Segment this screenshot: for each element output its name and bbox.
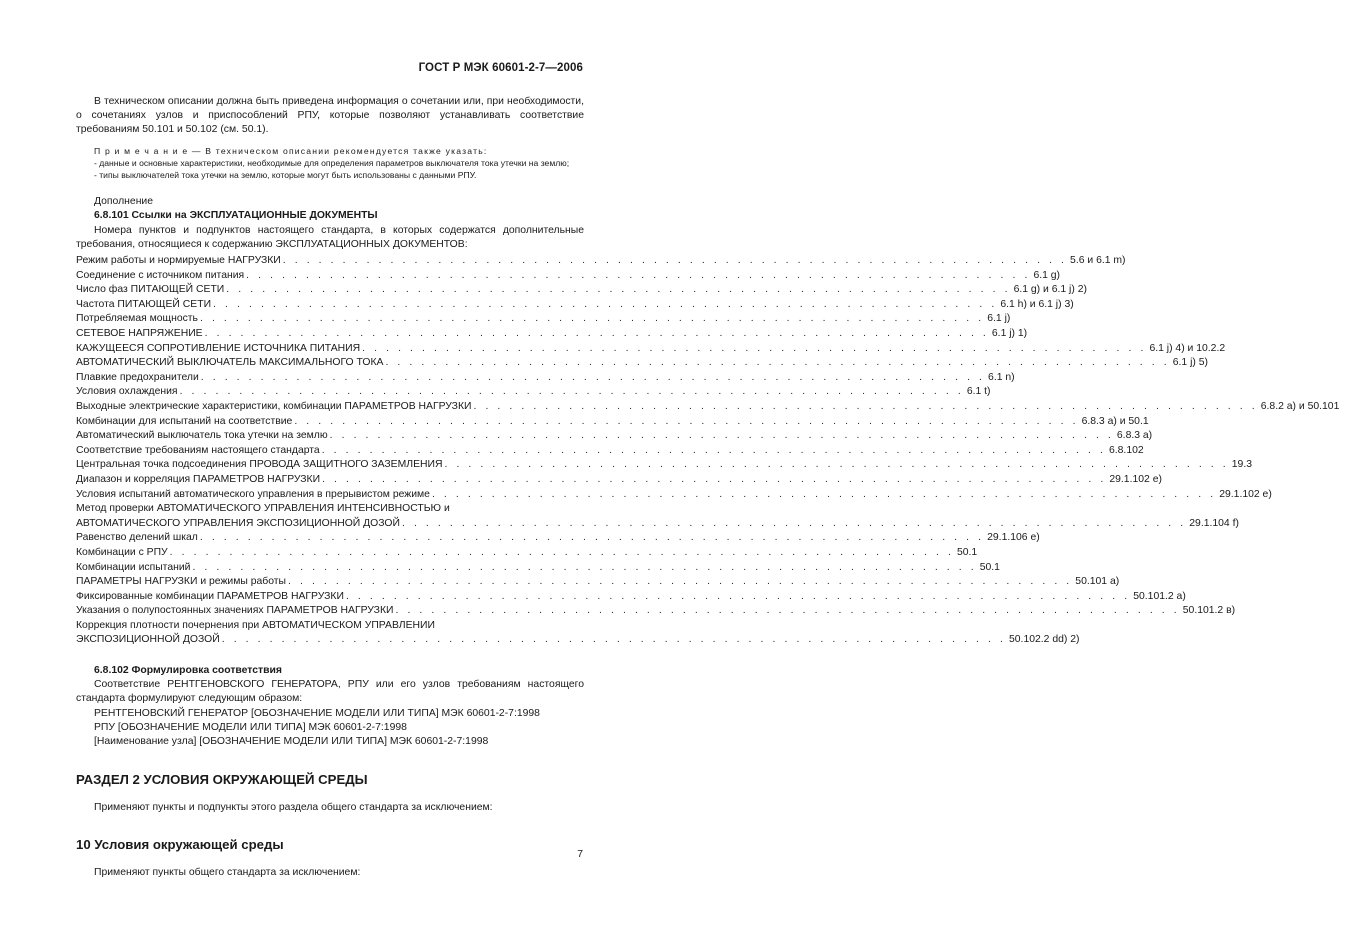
reference-row [76, 546, 978, 561]
dot-leader: . . . . . . . . . . . . . . . . . . . . . . . . . . . . . . . . . . . . . . . . . . . . . . . . . . . . . . . . . . . . . . . . . . [282, 255, 1068, 267]
reference-label: Указания о полупостоянных значениях ПАРАМЕТРОВ НАГРУЗКИ [76, 605, 394, 617]
reference-label: Соответствие требованиям настоящего стандарта [76, 444, 320, 456]
reference-clause: 6.8.3 а) и 50.1 [1081, 415, 1149, 427]
dot-leader: . . . . . . . . . . . . . . . . . . . . . . . . . . . . . . . . . . . . . . . . . . . . . . . . . . . . . . . . . . . . . . . . . . [226, 284, 1011, 296]
dot-leader: . . . . . . . . . . . . . . . . . . . . . . . . . . . . . . . . . . . . . . . . . . . . . . . . . . . . . . . . . . . . . . . . . . [246, 269, 1031, 281]
reference-row [76, 400, 1340, 415]
reference-row [76, 356, 1208, 371]
reference-clause: 50.102.2 dd) 2) [1009, 634, 1080, 646]
reference-label: ЭКСПОЗИЦИОННОЙ ДОЗОЙ [76, 634, 220, 646]
dot-leader: . . . . . . . . . . . . . . . . . . . . . . . . . . . . . . . . . . . . . . . . . . . . . . . . . . . . . . . . . . . . . . . . . . [345, 590, 1131, 602]
reference-row [76, 561, 1000, 576]
reference-row [76, 444, 1144, 459]
reference-row [76, 633, 1080, 648]
reference-row [76, 269, 1061, 284]
reference-row-continued [76, 619, 584, 634]
reference-row [76, 429, 1153, 444]
reference-clause: 6.8.2 а) и 50.101 [1260, 400, 1340, 412]
page-number: 7 [577, 849, 583, 860]
reference-label: Комбинации для испытаний на соответствие [76, 415, 293, 427]
reference-row [76, 312, 1011, 327]
reference-row [76, 327, 1028, 342]
document-header: ГОСТ Р МЭК 60601-2-7—2006 [418, 62, 583, 74]
reference-clause: 6.1 h) и 6.1 j) 3) [1000, 298, 1074, 310]
reference-clause: 50.1 [956, 546, 978, 558]
reference-clause: 6.1 j) 1) [991, 328, 1028, 339]
dot-leader: . . . . . . . . . . . . . . . . . . . . . . . . . . . . . . . . . . . . . . . . . . . . . . . . . . . . . . . . . . . . . . . . . . [169, 546, 954, 558]
reference-label: Выходные электрические характеристики, комбинации ПАРАМЕТРОВ НАГРУЗКИ [76, 400, 472, 412]
dot-leader: . . . . . . . . . . . . . . . . . . . . . . . . . . . . . . . . . . . . . . . . . . . . . . . . . . . . . . . . . . . . . . . . . . [294, 415, 1079, 427]
reference-label: Соединение с источником питания [76, 269, 245, 281]
dot-leader: . . . . . . . . . . . . . . . . . . . . . . . . . . . . . . . . . . . . . . . . . . . . . . . . . . . . . . . . . . . . . . . . . . [362, 342, 1147, 354]
dot-leader: . . . . . . . . . . . . . . . . . . . . . . . . . . . . . . . . . . . . . . . . . . . . . . . . . . . . . . . . . . . . . . . . . . [204, 328, 989, 339]
clause-6-8-101-intro: Номера пунктов и подпунктов настоящего стандарта, в которых содержатся дополнительные требования, относящиеся к содержанию ЭКСПЛУАТАЦИОННЫХ ДОКУМЕНТОВ: [76, 224, 584, 250]
reference-clause: 6.1 n) [988, 371, 1015, 383]
reference-label: Комбинации с РПУ [76, 546, 168, 558]
dot-leader: . . . . . . . . . . . . . . . . . . . . . . . . . . . . . . . . . . . . . . . . . . . . . . . . . . . . . . . . . . . . . . . . . . [321, 444, 1106, 456]
reference-row [76, 371, 1015, 386]
reference-label: Плавкие предохранители [76, 371, 199, 383]
reference-label: Частота ПИТАЮЩЕЙ СЕТИ [76, 298, 212, 310]
reference-label: Условия испытаний автоматического управления в прерывистом режиме [76, 488, 430, 500]
reference-label: Комбинации испытаний [76, 561, 191, 573]
dot-leader: . . . . . . . . . . . . . . . . . . . . . . . . . . . . . . . . . . . . . . . . . . . . . . . . . . . . . . . . . . . . . . . . . . [288, 576, 1073, 588]
reference-label-line1: Метод проверки АВТОМАТИЧЕСКОГО УПРАВЛЕНИЯ ИНТЕНСИВНОСТЬЮ и [76, 503, 450, 515]
reference-label: Автоматический выключатель тока утечки на землю [76, 430, 328, 442]
clause-10-text: Применяют пункты общего стандарта за исключением: [94, 866, 361, 878]
dot-leader: . . . . . . . . . . . . . . . . . . . . . . . . . . . . . . . . . . . . . . . . . . . . . . . . . . . . . . . . . . . . . . . . . . [401, 517, 1187, 529]
clause-6-8-102-intro: Соответствие РЕНТГЕНОВСКОГО ГЕНЕРАТОРА, РПУ или его узлов требованиям настоящего стандарта формулируют следующим образом: [76, 679, 584, 705]
reference-clause: 29.1.106 е) [987, 532, 1040, 544]
reference-clause: 6.1 g) и 6.1 j) 2) [1013, 284, 1087, 296]
reference-row [76, 473, 1162, 488]
reference-clause: 29.1.102 е) [1219, 488, 1272, 500]
clause-6-8-101-heading: 6.8.101 Ссылки на ЭКСПЛУАТАЦИОННЫЕ ДОКУМЕНТЫ [94, 210, 378, 222]
reference-clause: 50.101 а) [1075, 576, 1120, 588]
reference-clause: 50.1 [979, 561, 1000, 573]
spacer [76, 181, 584, 195]
reference-clause: 6.8.3 а) [1116, 430, 1153, 442]
reference-clause: 50.101.2 в) [1182, 605, 1236, 617]
reference-label: АВТОМАТИЧЕСКОГО УПРАВЛЕНИЯ ЭКСПОЗИЦИОННОЙ ДОЗОЙ [76, 517, 400, 529]
intro-paragraph: В техническом описании должна быть приведена информация о сочетании или, при необходимости, о сочетаниях узлов и приспособлений РПУ, которые позволяют устанавливать соответствие требованиям 50.101 и 50.102 (см. 50.1). [76, 96, 584, 136]
reference-label-line1: Коррекция плотности почернения при АВТОМАТИЧЕСКОМ УПРАВЛЕНИИ [76, 619, 435, 631]
reference-label: Диапазон и корреляция ПАРАМЕТРОВ НАГРУЗКИ [76, 473, 321, 485]
dot-leader: . . . . . . . . . . . . . . . . . . . . . . . . . . . . . . . . . . . . . . . . . . . . . . . . . . . . . . . . . . . . . . . . . . [444, 459, 1229, 471]
dot-leader: . . . . . . . . . . . . . . . . . . . . . . . . . . . . . . . . . . . . . . . . . . . . . . . . . . . . . . . . . . . . . . . . . . [179, 386, 964, 398]
reference-clause: 5.6 и 6.1 m) [1070, 255, 1126, 267]
conformity-line-rpu: РПУ [ОБОЗНАЧЕНИЕ МОДЕЛИ ИЛИ ТИПА] МЭК 60601-2-7:1998 [94, 721, 407, 733]
reference-clause: 6.8.102 [1108, 444, 1144, 456]
reference-list [76, 254, 1340, 648]
dot-leader: . . . . . . . . . . . . . . . . . . . . . . . . . . . . . . . . . . . . . . . . . . . . . . . . . . . . . . . . . . . . . . . . . . [200, 371, 986, 383]
reference-label: Равенство делений шкал [76, 532, 198, 544]
conformity-line-generator: РЕНТГЕНОВСКИЙ ГЕНЕРАТОР [ОБОЗНАЧЕНИЕ МОДЕЛИ ИЛИ ТИПА] МЭК 60601-2-7:1998 [94, 707, 540, 719]
reference-clause: 6.1 j) 5) [1172, 357, 1208, 369]
spacer [76, 648, 584, 664]
reference-row [76, 517, 1239, 532]
reference-row [76, 254, 1126, 269]
reference-row [76, 488, 1272, 503]
reference-label: КАЖУЩЕЕСЯ СОПРОТИВЛЕНИЕ ИСТОЧНИКА ПИТАНИЯ [76, 342, 361, 354]
dot-leader: . . . . . . . . . . . . . . . . . . . . . . . . . . . . . . . . . . . . . . . . . . . . . . . . . . . . . . . . . . . . . . . . . . [221, 634, 1006, 646]
reference-label: Режим работы и нормируемые НАГРУЗКИ [76, 255, 281, 267]
reference-row [76, 590, 1186, 605]
reference-row [76, 604, 1236, 619]
note-item-2: - типы выключателей тока утечки на землю, которые могут быть использованы с данными РПУ. [94, 170, 477, 181]
clause-10-heading: 10 Условия окружающей среды [76, 836, 284, 852]
dot-leader: . . . . . . . . . . . . . . . . . . . . . . . . . . . . . . . . . . . . . . . . . . . . . . . . . . . . . . . . . . . . . . . . . . [199, 532, 985, 544]
reference-row-continued [76, 502, 584, 517]
dot-leader: . . . . . . . . . . . . . . . . . . . . . . . . . . . . . . . . . . . . . . . . . . . . . . . . . . . . . . . . . . . . . . . . . . [213, 298, 998, 310]
dot-leader: . . . . . . . . . . . . . . . . . . . . . . . . . . . . . . . . . . . . . . . . . . . . . . . . . . . . . . . . . . . . . . . . . . [385, 357, 1170, 369]
clause-6-8-102-heading: 6.8.102 Формулировка соответствия [94, 665, 282, 677]
reference-label: Фиксированные комбинации ПАРАМЕТРОВ НАГРУЗКИ [76, 590, 344, 602]
reference-label: Потребляемая мощность [76, 313, 198, 325]
reference-clause: 6.1 j) 4) и 10.2.2 [1149, 342, 1226, 354]
reference-clause: 29.1.102 е) [1109, 473, 1162, 485]
reference-row [76, 283, 1087, 298]
reference-row [76, 531, 1040, 546]
dot-leader: . . . . . . . . . . . . . . . . . . . . . . . . . . . . . . . . . . . . . . . . . . . . . . . . . . . . . . . . . . . . . . . . . . [395, 605, 1180, 617]
reference-label: Число фаз ПИТАЮЩЕЙ СЕТИ [76, 284, 225, 296]
conformity-line-assembly: [Наименование узла] [ОБОЗНАЧЕНИЕ МОДЕЛИ ИЛИ ТИПА] МЭК 60601-2-7:1998 [94, 736, 489, 748]
reference-clause: 6.1 g) [1033, 269, 1061, 281]
section-2-text: Применяют пункты и подпункты этого раздела общего стандарта за исключением: [94, 802, 493, 814]
addition-label: Дополнение [94, 196, 154, 208]
note-item-1: - данные и основные характеристики, необходимые для определения параметров выключателя тока утечки на землю; [94, 157, 570, 168]
reference-clause: 19.3 [1231, 459, 1252, 471]
reference-row [76, 385, 991, 400]
reference-row [76, 415, 1149, 430]
reference-row [76, 342, 1226, 357]
reference-label: АВТОМАТИЧЕСКИЙ ВЫКЛЮЧАТЕЛЬ МАКСИМАЛЬНОГО ТОКА [76, 357, 384, 369]
reference-clause: 6.1 t) [966, 386, 991, 398]
page-content [76, 95, 1340, 880]
section-2-heading: РАЗДЕЛ 2 УСЛОВИЯ ОКРУЖАЮЩЕЙ СРЕДЫ [76, 772, 368, 788]
reference-label: Центральная точка подсоединения ПРОВОДА ЗАЩИТНОГО ЗАЗЕМЛЕНИЯ [76, 459, 443, 471]
note-lead [76, 145, 584, 157]
note-lead-text: П р и м е ч а н и е — В техническом описании рекомендуется также указать: [94, 145, 488, 156]
reference-clause: 29.1.104 f) [1189, 517, 1239, 529]
reference-clause: 6.1 j) [987, 313, 1011, 325]
dot-leader: . . . . . . . . . . . . . . . . . . . . . . . . . . . . . . . . . . . . . . . . . . . . . . . . . . . . . . . . . . . . . . . . . . [431, 488, 1217, 500]
reference-row [76, 575, 1120, 590]
dot-leader: . . . . . . . . . . . . . . . . . . . . . . . . . . . . . . . . . . . . . . . . . . . . . . . . . . . . . . . . . . . . . . . . . . [473, 400, 1258, 412]
reference-row [76, 458, 1252, 473]
reference-clause: 50.101.2 а) [1133, 590, 1186, 602]
reference-row [76, 298, 1074, 313]
reference-label: Условия охлаждения [76, 386, 178, 398]
dot-leader: . . . . . . . . . . . . . . . . . . . . . . . . . . . . . . . . . . . . . . . . . . . . . . . . . . . . . . . . . . . . . . . . . . [199, 313, 985, 325]
dot-leader: . . . . . . . . . . . . . . . . . . . . . . . . . . . . . . . . . . . . . . . . . . . . . . . . . . . . . . . . . . . . . . . . . . [192, 561, 977, 573]
reference-label: ПАРАМЕТРЫ НАГРУЗКИ и режимы работы [76, 576, 287, 588]
dot-leader: . . . . . . . . . . . . . . . . . . . . . . . . . . . . . . . . . . . . . . . . . . . . . . . . . . . . . . . . . . . . . . . . . . [329, 430, 1114, 442]
dot-leader: . . . . . . . . . . . . . . . . . . . . . . . . . . . . . . . . . . . . . . . . . . . . . . . . . . . . . . . . . . . . . . . . . . [322, 473, 1107, 485]
reference-label: СЕТЕВОЕ НАПРЯЖЕНИЕ [76, 328, 203, 339]
